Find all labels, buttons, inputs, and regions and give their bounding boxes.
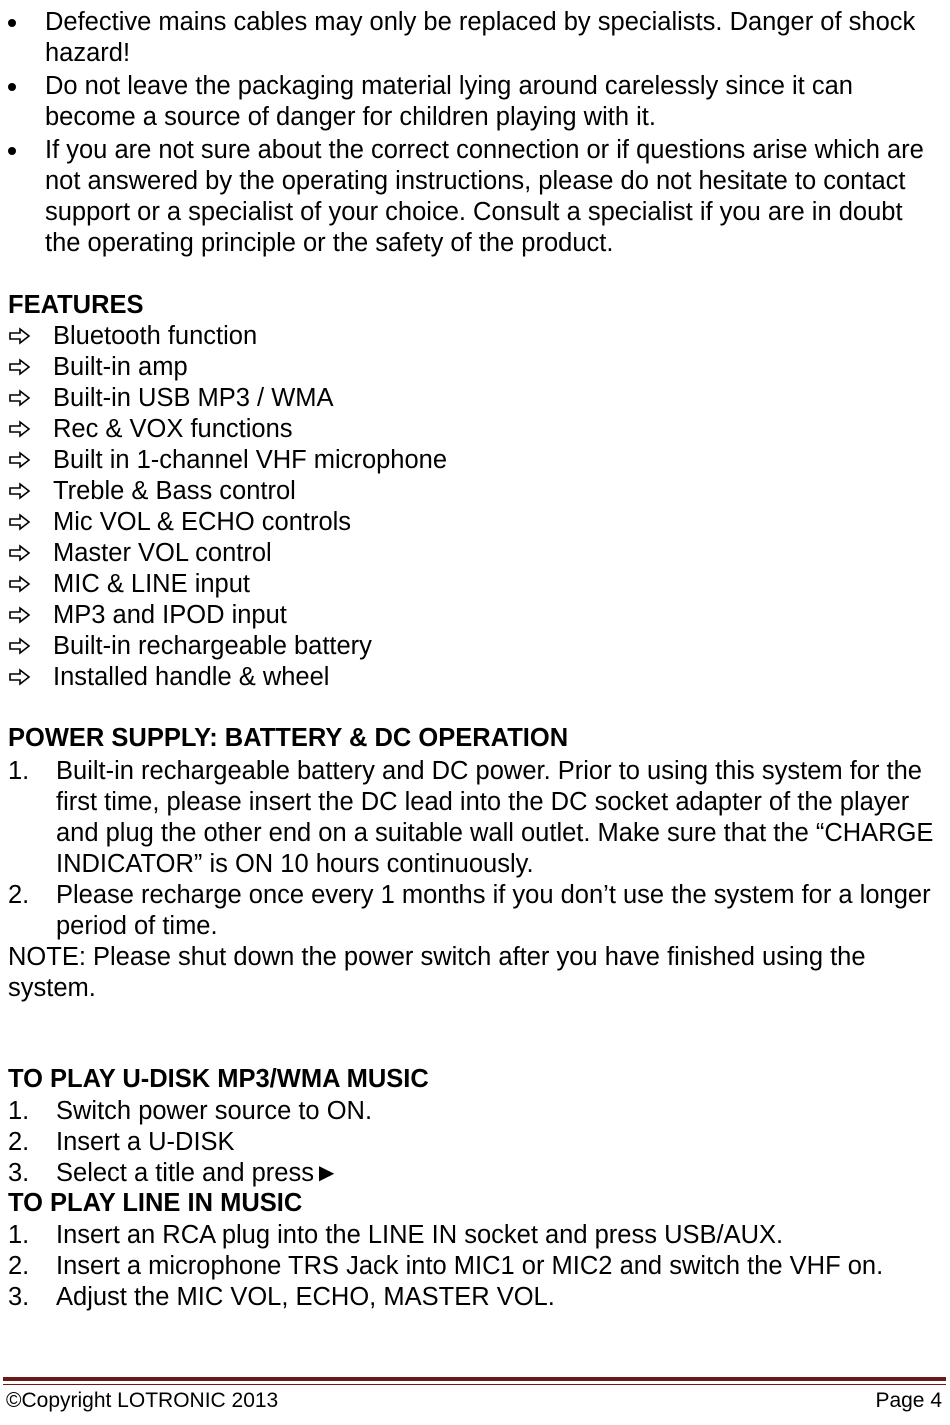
footer-divider	[3, 1377, 946, 1381]
arrow-right-icon	[8, 326, 32, 346]
power-note: NOTE: Please shut down the power switch after you have finished using the system.	[8, 943, 866, 1002]
safety-bullet	[0, 135, 945, 259]
feature-item-label: Built in 1-channel VHF microphone	[53, 446, 448, 474]
arrow-right-icon	[8, 388, 32, 408]
feature-item-label: Treble & Bass control	[53, 477, 296, 505]
arrow-right-icon	[8, 667, 32, 687]
arrow-right-icon	[8, 512, 32, 532]
feature-item	[0, 352, 447, 383]
feature-item	[0, 383, 447, 414]
arrow-right-icon	[8, 357, 32, 377]
play-udisk-steps	[0, 1096, 940, 1189]
power-supply-heading: POWER SUPPLY: BATTERY & DC OPERATION	[8, 724, 569, 752]
line-in-step	[0, 1251, 940, 1282]
step-number: 2.	[8, 1128, 30, 1156]
feature-item-label: Built-in USB MP3 / WMA	[53, 384, 334, 412]
step-text: Insert an RCA plug into the LINE IN socket and press USB/AUX.	[56, 1221, 784, 1249]
step-number: 3.	[8, 1283, 30, 1311]
feature-item-label: Built-in amp	[53, 353, 188, 381]
arrow-right-icon	[8, 574, 32, 594]
footer-copyright: ©Copyright LOTRONIC 2013	[6, 1389, 279, 1412]
feature-item	[0, 662, 447, 693]
step-number: 2.	[8, 1252, 30, 1280]
feature-item	[0, 600, 447, 631]
safety-bullet-list	[0, 7, 945, 259]
safety-bullet	[0, 71, 945, 133]
play-line-in-steps	[0, 1220, 940, 1313]
step-number: 1.	[8, 1097, 30, 1125]
features-heading: FEATURES	[8, 291, 144, 319]
arrow-right-icon	[8, 636, 32, 656]
step-text: Please recharge once every 1 months if you don’t use the system for a longer period of time.	[56, 881, 931, 940]
step-text: Insert a U-DISK	[56, 1128, 235, 1156]
bullet-dot-icon	[8, 147, 16, 155]
safety-bullet	[0, 7, 945, 69]
safety-bullet-text: Defective mains cables may only be replaced by specialists. Danger of shock hazard!	[45, 8, 916, 67]
arrow-right-icon	[8, 419, 32, 439]
safety-bullet-text: If you are not sure about the correct connection or if questions arise which are not answered by the operating instructions, please do not hesitate to contact support or a specialist of your choice. Consult a specialist if you are in doubt the operating principle or the safety of the product.	[45, 136, 924, 257]
features-list	[0, 321, 447, 693]
step-text: Adjust the MIC VOL, ECHO, MASTER VOL.	[56, 1283, 555, 1311]
step-text: Built-in rechargeable battery and DC power. Prior to using this system for the first time, please insert the DC lead into the DC socket adapter of the player and plug the other end on a suitable wall outlet. Make sure that the “CHARGE INDICATOR” is ON 10 hours continuously.	[56, 757, 934, 878]
feature-item	[0, 476, 447, 507]
feature-item	[0, 538, 447, 569]
feature-item	[0, 569, 447, 600]
feature-item-label: Bluetooth function	[53, 322, 258, 350]
feature-item	[0, 445, 447, 476]
safety-bullet-text: Do not leave the packaging material lying around carelessly since it can become a source of danger for children playing with it.	[45, 72, 853, 131]
step-text: Insert a microphone TRS Jack into MIC1 or MIC2 and switch the VHF on.	[56, 1252, 884, 1280]
bullet-dot-icon	[8, 83, 16, 91]
feature-item-label: Master VOL control	[53, 539, 272, 567]
udisk-step	[0, 1127, 940, 1158]
feature-item	[0, 507, 447, 538]
step-number: 3.	[8, 1159, 30, 1187]
feature-item-label: MIC & LINE input	[53, 570, 250, 598]
play-line-in-heading: TO PLAY LINE IN MUSIC	[8, 1189, 303, 1217]
feature-item	[0, 414, 447, 445]
udisk-step	[0, 1096, 940, 1127]
bullet-dot-icon	[8, 19, 16, 27]
arrow-right-icon	[8, 543, 32, 563]
arrow-right-icon	[8, 605, 32, 625]
udisk-step	[0, 1158, 940, 1189]
feature-item-label: Rec & VOX functions	[53, 415, 293, 443]
feature-item-label: Installed handle & wheel	[53, 663, 330, 691]
feature-item-label: Mic VOL & ECHO controls	[53, 508, 352, 536]
step-text: Switch power source to ON.	[56, 1097, 373, 1125]
feature-item	[0, 321, 447, 352]
step-number: 1.	[8, 757, 30, 785]
footer-divider-thin	[3, 1384, 946, 1385]
line-in-step	[0, 1282, 940, 1313]
step-number: 1.	[8, 1221, 30, 1249]
power-step	[0, 880, 940, 942]
feature-item	[0, 631, 447, 662]
step-text: Select a title and press►	[56, 1159, 340, 1187]
power-step	[0, 756, 940, 880]
power-supply-steps	[0, 756, 940, 942]
feature-item-label: Built-in rechargeable battery	[53, 632, 372, 660]
arrow-right-icon	[8, 450, 32, 470]
play-udisk-heading: TO PLAY U-DISK MP3/WMA MUSIC	[8, 1065, 429, 1093]
arrow-right-icon	[8, 481, 32, 501]
feature-item-label: MP3 and IPOD input	[53, 601, 287, 629]
footer-page-number: Page 4	[875, 1389, 942, 1412]
step-number: 2.	[8, 881, 30, 909]
line-in-step	[0, 1220, 940, 1251]
